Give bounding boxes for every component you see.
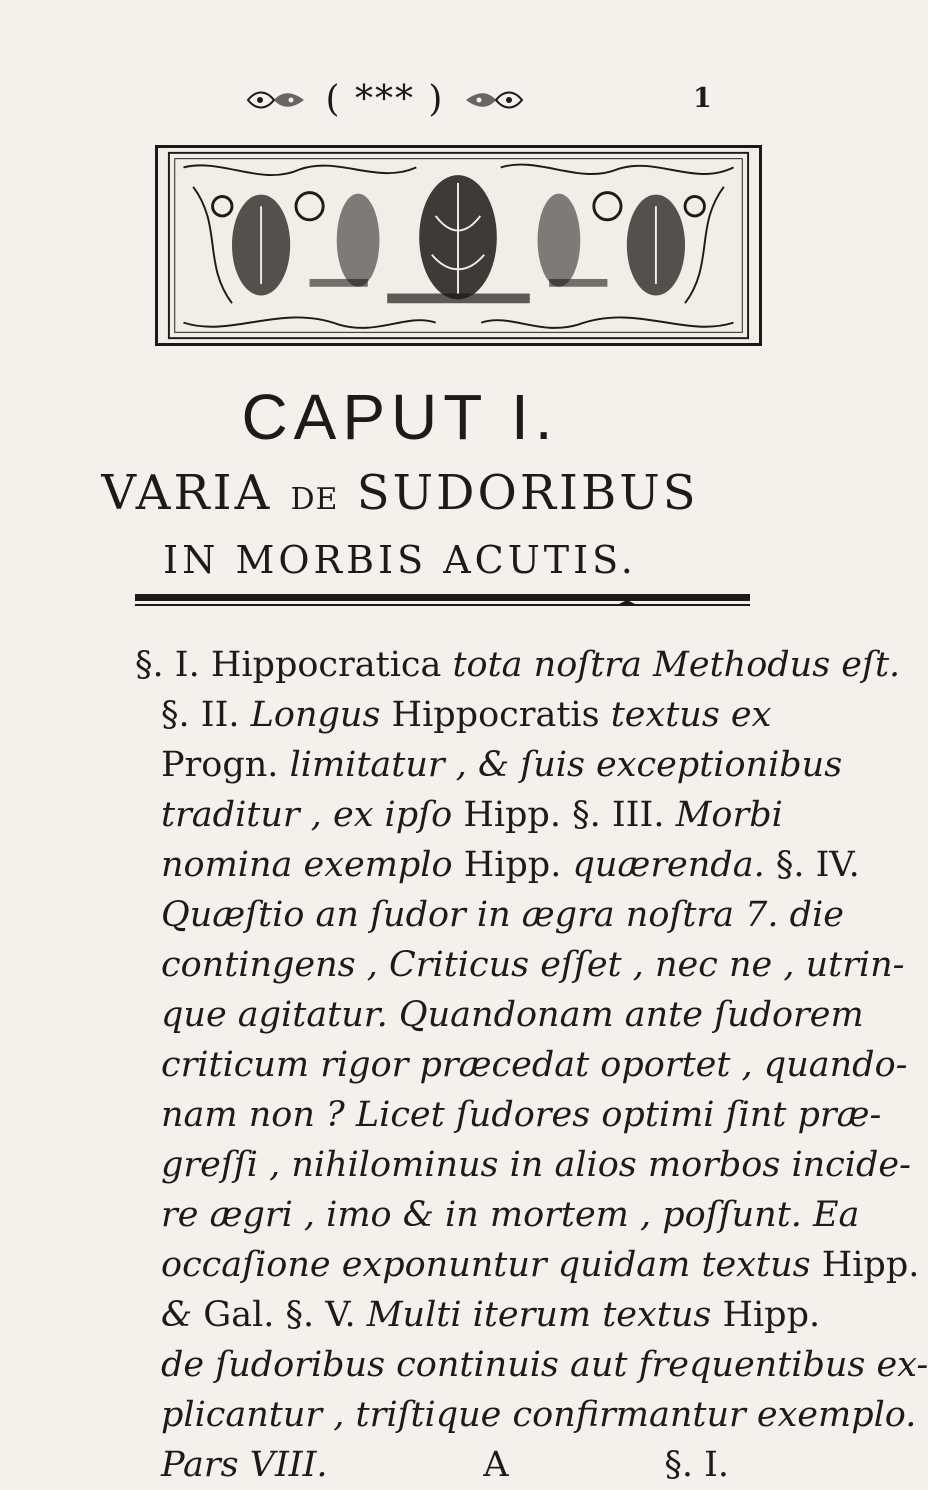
summary-text-segment: tota noſtra Methodus eſt.: [452, 645, 901, 685]
summary-text-segment: &: [161, 1295, 204, 1335]
summary-text-segment: que agitatur. Quandonam ante ſudorem: [161, 995, 864, 1035]
summary-text-segment: criticum rigor præcedat oportet , quando-: [161, 1045, 908, 1085]
summary-text-segment: textus ex: [610, 695, 772, 735]
summary-text-segment: limitatur , & ſuis exceptionibus: [289, 745, 843, 785]
summary-line: [135, 1190, 860, 1240]
chapter-subtitle-line-2: IN MORBIS ACUTIS.: [163, 538, 637, 582]
summary-text-segment: Hipp. §. III.: [463, 795, 676, 835]
summary-line: [135, 990, 864, 1040]
chapter-summary: [135, 640, 928, 1490]
summary-text-segment: Longus: [250, 695, 392, 735]
summary-line: [135, 1240, 920, 1290]
summary-text-segment: nam non ? Licet ſudores optimi ſint præ-: [161, 1095, 882, 1135]
summary-line: [135, 1090, 882, 1140]
summary-text-segment: de ſudoribus continuis aut frequentibus ex-: [161, 1345, 928, 1385]
summary-line: [135, 1340, 928, 1390]
summary-line: [135, 1040, 908, 1090]
summary-text-segment: plicantur , triſtique confirmantur exemplo.: [161, 1395, 917, 1435]
summary-text-segment: §. I. Hippocratica: [135, 645, 453, 685]
summary-line: [135, 890, 844, 940]
summary-text-segment: Hipp.: [821, 1245, 920, 1285]
summary-text-segment: Pars VIII.: [161, 1445, 328, 1485]
summary-line: [135, 790, 785, 840]
summary-text-segment: Progn.: [161, 745, 290, 785]
summary-text-segment: traditur , ex ipſo: [161, 795, 464, 835]
summary-text-segment: re ægri , imo & in mortem , poſſunt. Ea: [161, 1195, 860, 1235]
summary-line: [135, 940, 905, 990]
summary-line: [135, 1290, 821, 1340]
running-head-mark: ( *** ): [325, 79, 445, 120]
summary-text-segment: Hipp.: [722, 1295, 821, 1335]
summary-line: [135, 640, 901, 690]
summary-text-segment: Morbi: [675, 795, 783, 835]
left-fleuron-icon: [246, 89, 308, 111]
summary-text-segment: occaſione exponuntur quidam textus: [161, 1245, 822, 1285]
summary-text-segment: greſſi , nihilominus in alios morbos incide-: [161, 1145, 911, 1185]
page-number: 1: [693, 83, 712, 114]
subtitle-lead: VARIA: [101, 465, 273, 521]
summary-text-segment: Quæſtio an ſudor in ægra noſtra 7. die: [161, 895, 844, 935]
summary-line: [135, 1440, 785, 1490]
right-fleuron-icon: [462, 89, 524, 111]
summary-text-segment: A §. I.: [327, 1445, 730, 1485]
summary-line: [135, 690, 785, 740]
chapter-title: CAPUT I.: [241, 381, 559, 453]
headpiece-ornament: [155, 145, 762, 346]
summary-text-segment: §. IV.: [775, 845, 860, 885]
summary-text-segment: Hipp.: [463, 845, 573, 885]
summary-line: [135, 840, 860, 890]
summary-line: [135, 740, 843, 790]
chapter-subtitle: [0, 465, 800, 521]
summary-line: [135, 1140, 911, 1190]
decorative-rule: [135, 594, 750, 608]
subtitle-connector: DE: [290, 482, 339, 517]
summary-text-segment: Hippocratis: [391, 695, 611, 735]
summary-text-segment: Multi iterum textus: [366, 1295, 723, 1335]
summary-text-segment: contingens , Criticus eſſet , nec ne , utrin-: [161, 945, 905, 985]
subtitle-main: SUDORIBUS: [356, 465, 699, 521]
running-head: [145, 78, 625, 122]
summary-text-segment: nomina exemplo: [161, 845, 464, 885]
summary-text-segment: Gal. §. V.: [203, 1295, 367, 1335]
summary-text-segment: quærenda.: [572, 845, 776, 885]
summary-line: [135, 1390, 917, 1440]
summary-text-segment: §. II.: [161, 695, 251, 735]
ornamental-headpiece-icon: [158, 148, 759, 343]
